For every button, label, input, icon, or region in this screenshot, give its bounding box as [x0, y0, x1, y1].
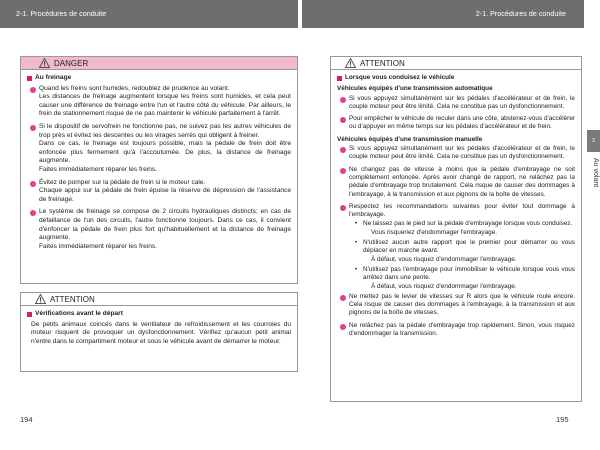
- danger-content: [21, 70, 297, 259]
- bullet-dot-icon: [340, 117, 346, 123]
- danger-title-bar: [21, 57, 297, 70]
- attention-left-section-heading: Vérifications avant le départ: [27, 310, 291, 319]
- manual-transmission-heading: Véhicules équipés d'une transmission manuelle: [337, 135, 483, 143]
- dash-item: • N'utilisez pas l'embrayage pour immobiliser le véhicule lorsque vous vous arrêtez dans une pente. À défaut, vous risquez d'endommager l'embrayage.: [355, 265, 575, 290]
- attention-left-content: [21, 306, 297, 350]
- chapter-tab: 2: [587, 130, 600, 152]
- bullet-dot-icon: [340, 295, 346, 301]
- section-square-icon: [27, 312, 32, 317]
- page-number-right: 195: [556, 415, 569, 424]
- danger-bullet: Quand les freins sont humides, redoublez de prudence au volant. Les distances de freinage augmentent lorsque les freins sont humides, et cela peut causer une différence de freinage entre l'un et l'autre côté du véhicule. Par ailleurs, le frein de stationnement risque de ne pas maintenir le véhicule parfaitement à l'arrêt.: [27, 85, 291, 119]
- danger-bullet: Évitez de pomper sur la pédale de frein si le moteur cale. Chaque appui sur la pédale de frein épuise la réserve de dépression de l'assistance de freinage.: [27, 179, 291, 205]
- bullet-dot-icon: [30, 87, 36, 93]
- attention-left-text: De petits animaux coincés dans le ventilateur de refroidissement et les courroies du moteur risquent de provoquer un dysfonctionnement. Vérifiez qu'aucun petit animal n'entre dans le compartiment moteur et sous le véhicule avant de démarrer le moteur.: [31, 320, 291, 345]
- attention-left-title-bar: [21, 293, 297, 306]
- section-square-icon: [337, 76, 342, 81]
- bullet-dot-icon: [30, 181, 36, 187]
- dash-item: • Ne laissez pas le pied sur la pédale d'embrayage lorsque vous conduisez. Vous risqueriez d'endommager l'embrayage.: [355, 220, 573, 236]
- attention-left-title: ATTENTION: [50, 294, 95, 304]
- attention-right-section-heading: Lorsque vous conduisez le véhicule: [337, 74, 575, 82]
- bullet-dot-icon: [340, 97, 346, 103]
- auto-transmission-heading: Véhicules équipés d'une transmission automatique: [337, 85, 493, 93]
- attention-right-content: [331, 70, 581, 346]
- danger-bullet: Le système de freinage se compose de 2 circuits hydrauliques distincts; en cas de défaillance de l'un des circuits, l'autre fonctionne toujours. Dans ce cas, il convient d'enfoncer la pédale de frein plus fort qu'habituellement et la distance de freinage augmente. Faites immédiatement réparer les freins.: [27, 208, 291, 251]
- warning-triangle-icon: [39, 58, 50, 68]
- manual-bullet: Respectez les recommandations suivantes pour éviter tout dommage à l'embrayage.: [337, 203, 575, 220]
- dash-item: • N'utilisez aucun autre rapport que le premier pour démarrer ou vous déplacer en marche avant. À défaut, vous risquez d'endommager l'embrayage.: [355, 239, 575, 263]
- header-left: 2-1. Procédures de conduite: [0, 0, 298, 28]
- danger-bullet: Si le dispositif de servofrein ne fonctionne pas, ne suivez pas les autres véhicules de trop près et évitez les descentes ou les virages serrés qui obligent à freiner. Dans ce cas, le freinage est toujours possible, mais la pédale de frein doit être enfoncée plus fermement qu'à l'accoutumée. De plus, la distance de freinage augmente. Faites immédiatement réparer les freins.: [27, 123, 291, 175]
- bullet-dot-icon: [30, 125, 36, 131]
- manual-bullet: Ne changez pas de vitesse à moins que la pédale d'embrayage ne soit complètement enfoncée. Après avoir changé de rapport, ne relâchez pas la pédale d'embrayage trop brutalement. Cela risque de causer des dommages à l'embrayage, à la transmission et aux pignons de la boîte de vitesses.: [337, 166, 575, 199]
- bullet-dot-icon: [340, 147, 346, 153]
- bullet-dot-icon: [340, 168, 346, 174]
- auto-bullet: Si vous appuyez simultanément sur les pédales d'accélérateur et de frein, le couple moteur peut être limité. Cela ne constitue pas un dysfonctionnement.: [337, 95, 575, 112]
- attention-right-title: ATTENTION: [360, 58, 405, 68]
- danger-box: [20, 56, 298, 284]
- header-right: 2-1. Procédures de conduite: [302, 0, 584, 28]
- bullet-dot-icon: [30, 210, 36, 216]
- bullet-dot-icon: [340, 205, 346, 211]
- auto-bullet: Pour empêcher le véhicule de reculer dans une côte, abstenez-vous d'accélérer ou d'appuyer en même temps sur les pédales d'accélérateur et de frein.: [337, 115, 575, 132]
- bullet-dot-icon: [340, 324, 346, 330]
- final-bullet: Ne relâchez pas la pédale d'embrayage trop rapidement. Sinon, vous risquez d'endommager la transmission.: [337, 322, 575, 339]
- warning-triangle-icon: [345, 58, 356, 68]
- page-number-left: 194: [20, 415, 33, 424]
- attention-box-left: [20, 292, 298, 372]
- warning-triangle-icon: [35, 294, 46, 304]
- chapter-label: Au volant: [592, 158, 599, 188]
- section-square-icon: [27, 76, 32, 81]
- danger-title: DANGER: [54, 58, 89, 68]
- final-bullet: Ne mettez pas le levier de vitesses sur R alors que le véhicule roule encore. Cela risque de causer des dommages à l'embrayage, à la transmission et aux pignons de la boîte de vitesses.: [337, 293, 575, 318]
- attention-right-title-bar: [331, 57, 581, 70]
- danger-section-heading: Au freinage: [27, 74, 291, 83]
- attention-box-right: [330, 56, 582, 402]
- manual-bullet: Si vous appuyez simultanément sur les pédales d'accélérateur et de frein, le couple moteur peut être limité. Cela ne constitue pas un dysfonctionnement.: [337, 145, 575, 162]
